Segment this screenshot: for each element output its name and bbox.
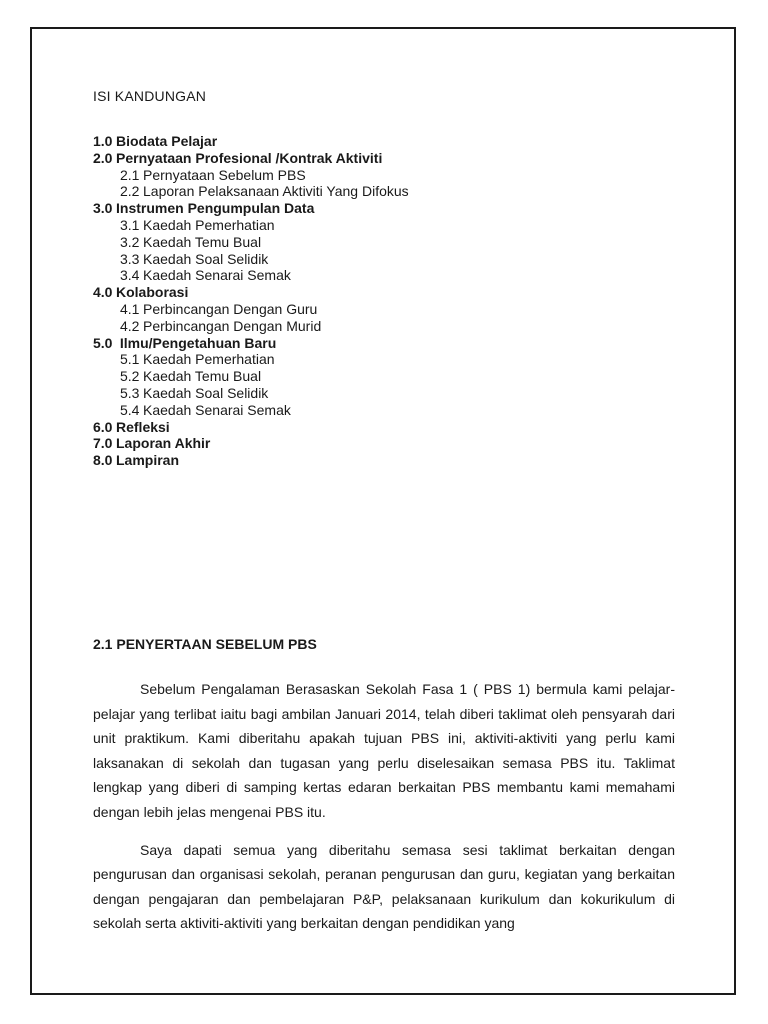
- toc-entry-number: 5.2: [120, 368, 140, 385]
- toc-entry: [93, 351, 409, 368]
- toc-entry: [93, 419, 409, 436]
- toc-entry: [93, 167, 409, 184]
- toc-entry-number: 2.1: [120, 166, 140, 183]
- toc-entry-label: Perbincangan Dengan Murid: [143, 317, 322, 334]
- toc-entry-label: Pernyataan Profesional /Kontrak Aktiviti: [116, 149, 383, 166]
- toc-entry: [93, 200, 409, 217]
- toc-entry-number: 3.0: [93, 200, 113, 217]
- toc-entry-label: Biodata Pelajar: [116, 133, 218, 149]
- toc-entry: [93, 251, 409, 268]
- toc-entry-number: 5.4: [120, 401, 140, 418]
- toc-entry-number: 5.3: [120, 384, 140, 401]
- toc-entry-label: Kaedah Temu Bual: [143, 233, 262, 250]
- toc-entry-label: Perbincangan Dengan Guru: [143, 300, 318, 317]
- toc-entry: [93, 402, 409, 419]
- toc-entry: [93, 183, 409, 200]
- toc-entry-label: Kaedah Temu Bual: [143, 368, 262, 385]
- toc-entry-label: Lampiran: [116, 452, 180, 469]
- toc-entry-number: 4.1: [120, 300, 140, 317]
- paragraph-1: Sebelum Pengalaman Berasaskan Sekolah Fasa 1 ( PBS 1) bermula kami pelajar-pelajar yang terlibat iaitu bagi ambilan Januari 2014, telah diberi taklimat oleh pensyarah dari unit praktikum. Kami diberitahu apakah tujuan PBS ini, aktiviti-aktiviti yang perlu kami laksanakan di sekolah dan tugasan yang perlu diselesaikan semasa PBS itu. Taklimat lengkap yang diberi di samping kertas edaran berkaitan PBS membantu kami memahami dengan lebih jelas mengenai PBS itu.: [93, 681, 675, 820]
- toc-entry: [93, 217, 409, 234]
- toc-entry-label: Kaedah Senarai Semak: [143, 267, 291, 284]
- toc-entry: [93, 452, 409, 469]
- toc-entry-number: 4.0: [93, 284, 113, 301]
- toc-entry: [93, 150, 409, 167]
- toc-entry-label: Kolaborasi: [116, 284, 189, 301]
- toc-entry: [93, 267, 409, 284]
- toc-entry-number: 2.2: [120, 183, 140, 200]
- toc-entry-number: 6.0: [93, 418, 113, 435]
- toc-entry-number: 5.1: [120, 351, 140, 368]
- toc-entry-label: Laporan Pelaksanaan Aktiviti Yang Difokus: [143, 183, 409, 200]
- toc-entry-label: Laporan Akhir: [116, 435, 211, 452]
- toc-entry-label: Pernyataan Sebelum PBS: [143, 166, 306, 183]
- toc-entry-number: 5.0: [93, 334, 113, 351]
- toc-entry-number: 1.0: [93, 133, 113, 149]
- toc-entry: [93, 435, 409, 452]
- toc-entry: [93, 335, 409, 352]
- toc-entry-label: Ilmu/Pengetahuan Baru: [116, 334, 277, 351]
- toc-entry: [93, 301, 409, 318]
- toc-entry: [93, 284, 409, 301]
- toc-entry-number: 3.2: [120, 233, 140, 250]
- toc-heading: ISI KANDUNGAN: [93, 88, 207, 104]
- toc-entry-label: Kaedah Pemerhatian: [143, 216, 275, 233]
- body-text: [93, 677, 675, 949]
- toc-entry-number: 3.3: [120, 250, 140, 267]
- toc-entry-number: 7.0: [93, 435, 113, 452]
- toc-entry: [93, 133, 409, 150]
- toc-entry-number: 3.1: [120, 216, 140, 233]
- toc-entry: [93, 234, 409, 251]
- toc-entry-number: 4.2: [120, 317, 140, 334]
- toc-entry-label: Kaedah Soal Selidik: [143, 250, 269, 267]
- toc-entry-number: 3.4: [120, 267, 140, 284]
- toc-entry: [93, 385, 409, 402]
- paragraph-2: Saya dapati semua yang diberitahu semasa sesi taklimat berkaitan dengan pengurusan dan organisasi sekolah, peranan pengurusan dan guru, kegiatan yang berkaitan dengan pengajaran dan pembelajaran P&P, pelaksanaan kurikulum dan kokurikulum di sekolah serta aktiviti-aktiviti yang berkaitan dengan pendidikan yang: [93, 841, 675, 932]
- toc-entry-number: 2.0: [93, 149, 113, 166]
- toc-entry-label: Kaedah Pemerhatian: [143, 351, 275, 368]
- toc-entry: [93, 318, 409, 335]
- toc-entry-label: Refleksi: [116, 418, 170, 435]
- table-of-contents: [93, 133, 409, 469]
- section-title: 2.1 PENYERTAAN SEBELUM PBS: [93, 636, 317, 652]
- toc-entry-number: 8.0: [93, 452, 113, 469]
- toc-entry-label: Kaedah Soal Selidik: [143, 384, 269, 401]
- toc-entry-label: Instrumen Pengumpulan Data: [116, 200, 315, 217]
- toc-entry: [93, 368, 409, 385]
- toc-entry-label: Kaedah Senarai Semak: [143, 401, 291, 418]
